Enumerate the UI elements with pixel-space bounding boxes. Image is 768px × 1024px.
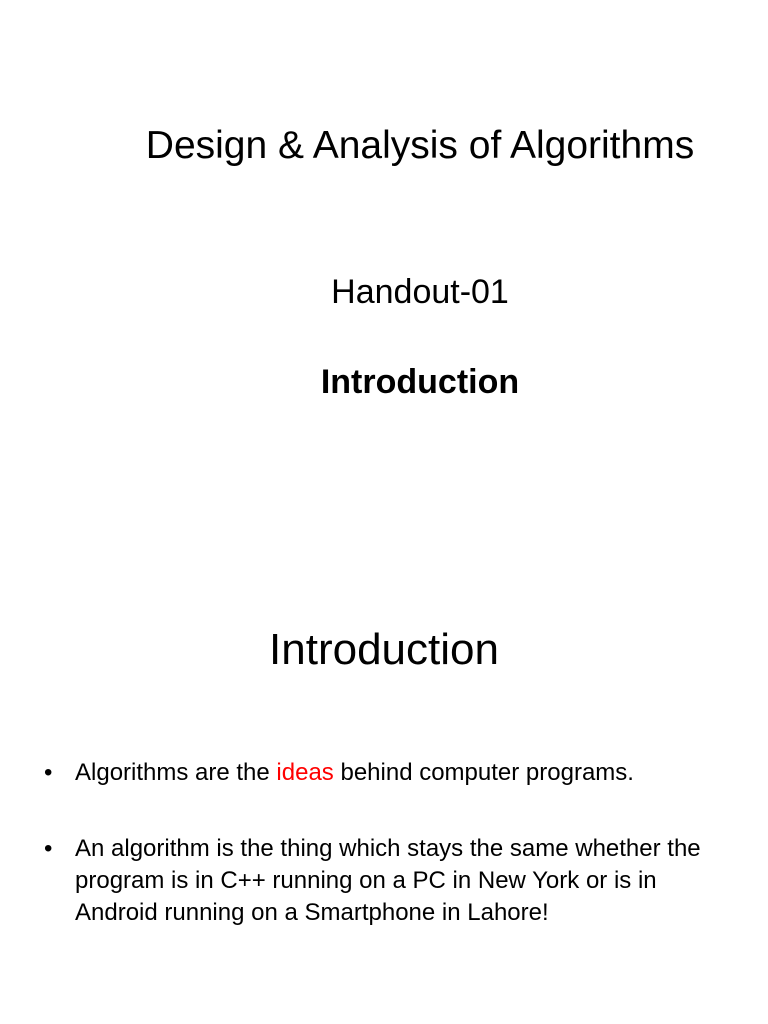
slide-title: Introduction [269,625,499,674]
introduction-slide [0,512,768,1024]
handout-number: Handout-01 [331,273,509,311]
bullet-text-start: Algorithms are the [75,759,277,786]
document-title: Design & Analysis of Algorithms [145,124,695,167]
bullet-text: An algorithm is the thing which stays the same whether the program is in C++ running on a PC in New York or is in Android running on a Smartphone in Lahore! [75,835,701,926]
bullet-item [44,757,724,789]
section-heading: Introduction [320,363,520,401]
bullet-icon: • [44,759,53,786]
bullet-icon: • [44,835,53,862]
bullet-list [44,757,724,973]
highlighted-word: ideas [276,759,334,786]
bullet-item [44,833,724,929]
bullet-text-end: behind computer programs. [333,759,634,786]
